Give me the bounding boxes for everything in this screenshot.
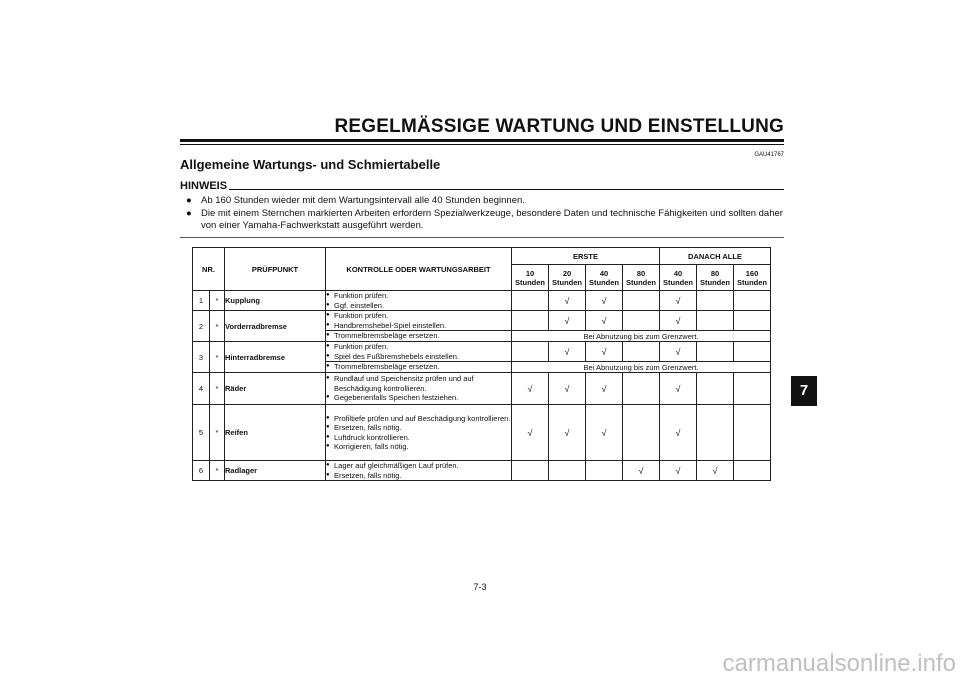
interval-mark [734, 291, 771, 311]
row-number: 5 [193, 405, 210, 461]
interval-value: 20 [562, 268, 572, 278]
interval-mark: √ [549, 405, 586, 461]
interval-mark [623, 291, 660, 311]
table-row [193, 373, 771, 405]
section-title: Allgemeine Wartungs- und Schmiertabelle [180, 157, 441, 172]
interval-unit: Stunden [552, 277, 582, 287]
interval-mark: √ [512, 405, 549, 461]
title-rule-thick [180, 139, 784, 142]
interval-mark: √ [660, 291, 697, 311]
row-number: 3 [193, 342, 210, 373]
note-heading: HINWEIS [180, 180, 228, 192]
check-item: ● Profiltiefe prüfen und auf Beschädigung kontrollieren. [326, 414, 511, 424]
note-end-rule [180, 237, 784, 238]
interval-mark [623, 342, 660, 362]
check-item: ● Funktion prüfen. [326, 291, 511, 301]
check-item: ● Korrigieren, falls nötig. [326, 442, 511, 452]
table-row [193, 311, 771, 331]
check-item: ● Funktion prüfen. [326, 311, 511, 321]
note-heading-rule [229, 189, 784, 190]
interval-value: 80 [710, 268, 720, 278]
interval-unit: Stunden [737, 277, 767, 287]
check-item: ● Lager auf gleichmäßigen Lauf prüfen. [326, 461, 511, 471]
header-item: PRÜFPUNKT [225, 248, 326, 291]
note-item-text: Ab 160 Stunden wieder mit dem Wartungsintervall alle 40 Stunden beginnen. [201, 195, 525, 206]
interval-header [697, 265, 734, 291]
interval-unit: Stunden [700, 277, 730, 287]
row-item: Reifen [225, 405, 326, 461]
check-item: ● Gegebenenfalls Speichen festziehen. [326, 393, 511, 403]
row-asterisk: * [210, 311, 225, 342]
row-number: 2 [193, 311, 210, 342]
interval-header [623, 265, 660, 291]
interval-unit: Stunden [663, 277, 693, 287]
interval-mark [734, 342, 771, 362]
interval-mark: √ [660, 342, 697, 362]
interval-unit: Stunden [515, 277, 545, 287]
interval-mark: √ [586, 405, 623, 461]
interval-mark: √ [586, 342, 623, 362]
interval-mark: √ [586, 373, 623, 405]
row-checks [326, 461, 512, 481]
row-item: Vorderradbremse [225, 311, 326, 342]
check-item: ● Spiel des Fußbremshebels einstellen. [326, 352, 511, 362]
check-item: ● Luftdruck kontrollieren. [326, 433, 511, 443]
interval-value: 80 [636, 268, 646, 278]
check-item: ● Ersetzen, falls nötig. [326, 471, 511, 481]
row-asterisk: * [210, 291, 225, 311]
row-number: 4 [193, 373, 210, 405]
row-asterisk: * [210, 373, 225, 405]
interval-mark: √ [586, 311, 623, 331]
note-item-text: Die mit einem Sternchen markierten Arbeiten erfordern Spezialwerkzeuge, besondere Daten und technische Fähigkeiten und sollten daher von einer Yamaha-Fachwerkstatt ausgeführt werden. [201, 208, 783, 231]
table-row [193, 342, 771, 362]
row-asterisk: * [210, 461, 225, 481]
chapter-tab: 7 [791, 376, 817, 406]
row-item: Kupplung [225, 291, 326, 311]
interval-mark: √ [623, 461, 660, 481]
interval-mark [734, 373, 771, 405]
page-number: 7-3 [473, 582, 487, 592]
row-item: Hinterradbremse [225, 342, 326, 373]
interval-mark [512, 291, 549, 311]
interval-header [660, 265, 697, 291]
interval-mark [697, 291, 734, 311]
interval-mark: √ [549, 311, 586, 331]
interval-note: Bei Abnutzung bis zum Grenzwert. [512, 331, 771, 342]
interval-mark: √ [549, 373, 586, 405]
interval-mark: √ [660, 373, 697, 405]
check-item: ● Funktion prüfen. [326, 342, 511, 352]
header-nr: NR. [193, 248, 225, 291]
bullet-icon: ● [186, 208, 192, 219]
interval-value: 10 [525, 268, 535, 278]
bullet-icon: ● [186, 195, 192, 206]
check-item: ● Handbremshebel-Spiel einstellen. [326, 321, 511, 331]
interval-mark [697, 373, 734, 405]
interval-header [586, 265, 623, 291]
row-checks [326, 373, 512, 405]
table-body [193, 291, 771, 481]
interval-mark [512, 342, 549, 362]
interval-mark: √ [697, 461, 734, 481]
check-item: ● Ggf. einstellen. [326, 301, 511, 311]
watermark: carmanualsonline.info [722, 650, 956, 677]
interval-unit: Stunden [626, 277, 656, 287]
interval-note: Bei Abnutzung bis zum Grenzwert. [512, 362, 771, 373]
row-checks [326, 311, 512, 331]
row-asterisk: * [210, 342, 225, 373]
row-item: Räder [225, 373, 326, 405]
table-row [193, 291, 771, 311]
row-checks [326, 291, 512, 311]
interval-mark [623, 405, 660, 461]
row-checks [326, 331, 512, 342]
row-asterisk: * [210, 405, 225, 461]
interval-mark [623, 311, 660, 331]
row-checks [326, 362, 512, 373]
interval-mark [734, 461, 771, 481]
header-first: ERSTE [512, 248, 660, 265]
row-checks [326, 405, 512, 461]
interval-mark [734, 311, 771, 331]
interval-header [512, 265, 549, 291]
row-checks [326, 342, 512, 362]
interval-mark [697, 311, 734, 331]
check-item: ● Trommelbremsbeläge ersetzen. [326, 331, 511, 341]
header-check: KONTROLLE ODER WARTUNGSARBEIT [326, 248, 512, 291]
row-number: 1 [193, 291, 210, 311]
interval-mark [512, 461, 549, 481]
interval-mark: √ [660, 311, 697, 331]
interval-mark [512, 311, 549, 331]
interval-value: 160 [745, 268, 759, 278]
interval-value: 40 [673, 268, 683, 278]
interval-mark [697, 342, 734, 362]
interval-mark: √ [660, 461, 697, 481]
title-rule-thin [180, 144, 784, 145]
maintenance-table [192, 247, 771, 481]
interval-mark [734, 405, 771, 461]
interval-mark [623, 373, 660, 405]
interval-mark: √ [512, 373, 549, 405]
check-item: ● Rundlauf und Speichensitz prüfen und auf Beschädigung kontrollieren. [326, 374, 511, 393]
interval-mark [586, 461, 623, 481]
header-after: DANACH ALLE [660, 248, 771, 265]
interval-value: 40 [599, 268, 609, 278]
row-item: Radlager [225, 461, 326, 481]
document-code: GAU41767 [754, 152, 784, 158]
interval-mark [549, 461, 586, 481]
interval-mark: √ [660, 405, 697, 461]
row-number: 6 [193, 461, 210, 481]
interval-mark: √ [549, 291, 586, 311]
interval-header [734, 265, 771, 291]
table-row [193, 461, 771, 481]
interval-unit: Stunden [589, 277, 619, 287]
interval-mark [697, 405, 734, 461]
interval-mark: √ [549, 342, 586, 362]
interval-header [549, 265, 586, 291]
page-title: REGELMÄSSIGE WARTUNG UND EINSTELLUNG [334, 116, 784, 137]
check-item: ● Trommelbremsbeläge ersetzen. [326, 362, 511, 372]
table-row [193, 405, 771, 461]
check-item: ● Ersetzen, falls nötig. [326, 423, 511, 433]
interval-mark: √ [586, 291, 623, 311]
